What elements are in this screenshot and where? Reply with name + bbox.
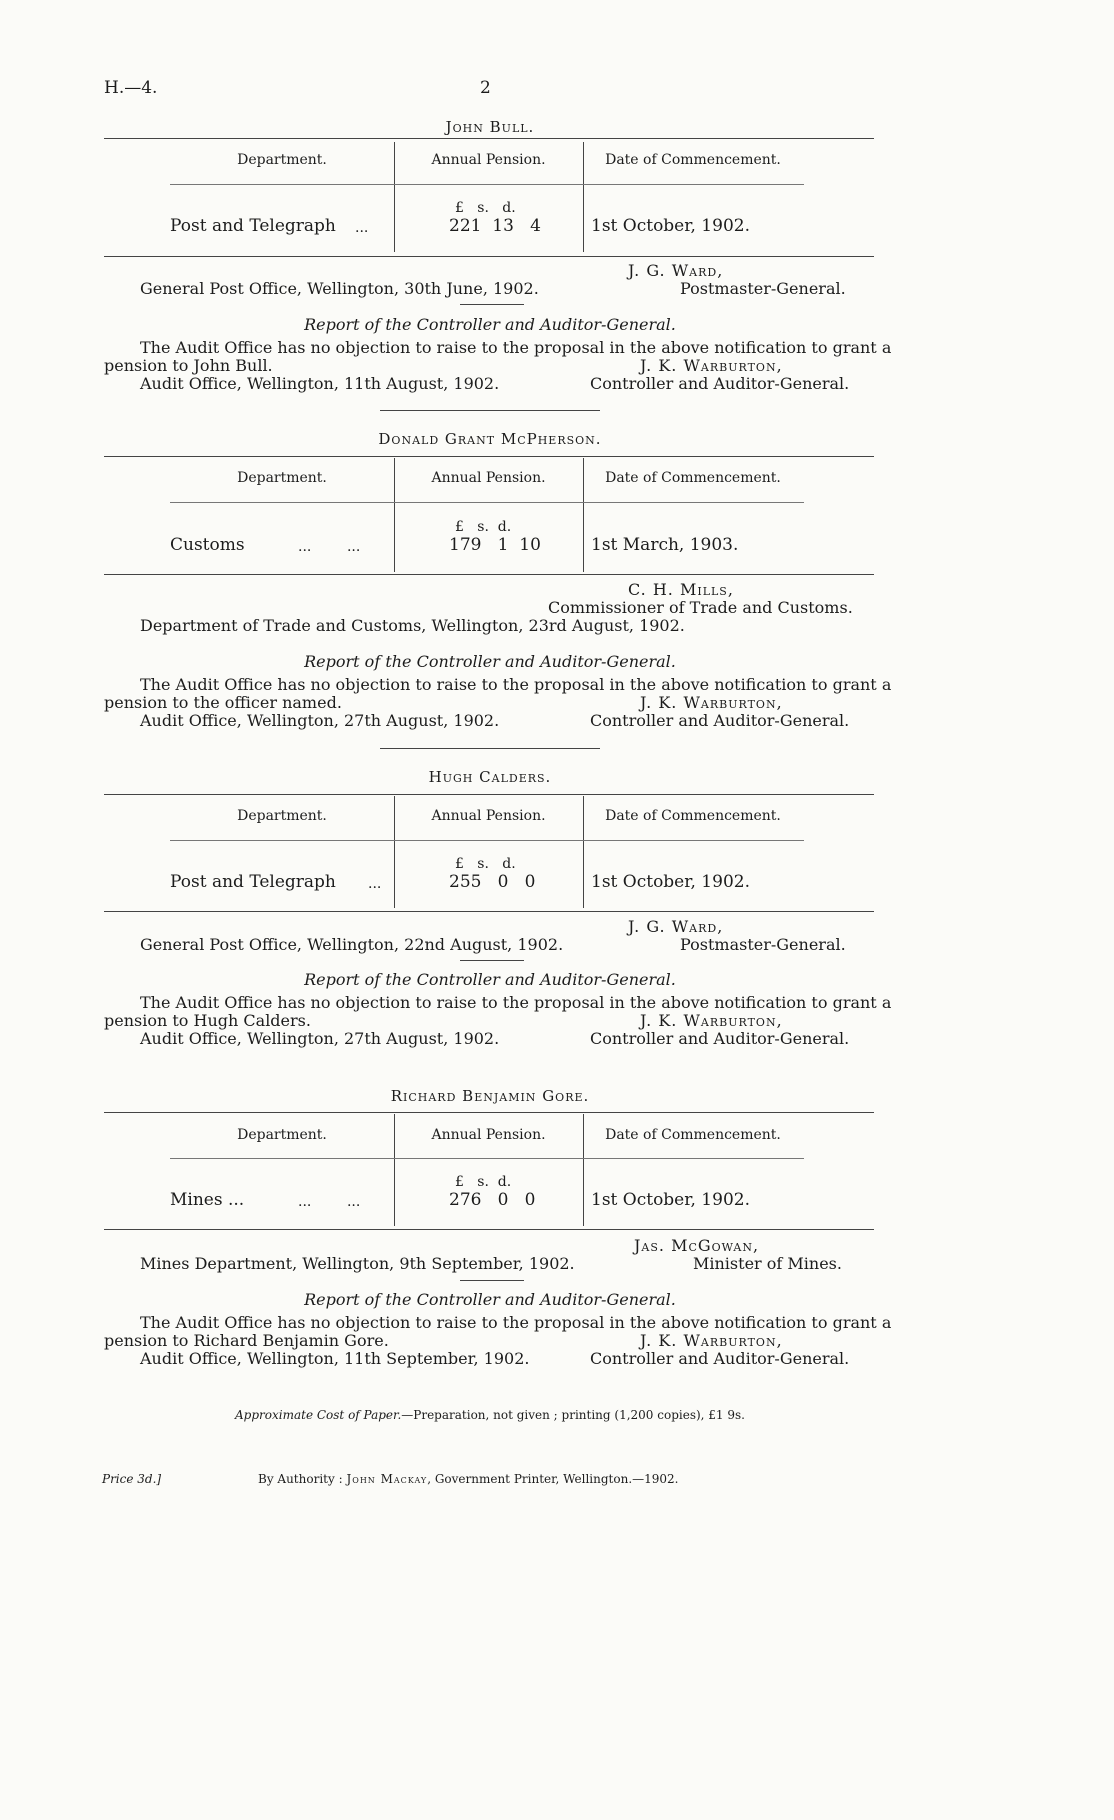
column-header-annual-pension: Annual Pension. <box>431 1127 546 1143</box>
cost-note-text: —Preparation, not given ; printing (1,200 copies), £1 9s. <box>401 1408 745 1422</box>
column-header-department: Department. <box>237 1127 327 1143</box>
auditor-title: Controller and Auditor-General. <box>590 374 850 393</box>
signatory-name: C. H. Mills, <box>628 580 734 599</box>
auditor-name: J. K. Warburton, <box>640 1011 783 1030</box>
page-number: 2 <box>480 78 491 98</box>
report-title: Report of the Controller and Auditor-General. <box>304 970 676 989</box>
report-title: Report of the Controller and Auditor-General. <box>304 1290 676 1309</box>
column-header-date: Date of Commencement. <box>605 152 781 168</box>
cost-note <box>0 1408 980 1422</box>
document-reference: H.—4. <box>104 78 158 98</box>
auditor-title: Controller and Auditor-General. <box>590 711 850 730</box>
signatory-name: J. G. Ward, <box>628 261 724 280</box>
auditor-name: J. K. Warburton, <box>640 1331 783 1350</box>
report-text: pension to the officer named. <box>104 693 342 712</box>
department-cell: Customs <box>170 535 245 555</box>
column-header-annual-pension: Annual Pension. <box>431 152 546 168</box>
signatory-name: J. G. Ward, <box>628 917 724 936</box>
column-header-annual-pension: Annual Pension. <box>431 470 546 486</box>
leader-dots: ... <box>355 220 369 236</box>
report-text: The Audit Office has no objection to raise to the proposal in the above notification to grant a <box>140 993 892 1012</box>
auditor-place: Audit Office, Wellington, 11th August, 1902. <box>140 374 500 393</box>
report-title: Report of the Controller and Auditor-General. <box>304 652 676 671</box>
auditor-name: J. K. Warburton, <box>640 693 783 712</box>
leader-dots: ... <box>368 876 382 892</box>
printer-name: John Mackay <box>346 1472 428 1486</box>
authority-rest: , Government Printer, Wellington.—1902. <box>427 1472 679 1486</box>
report-text: pension to John Bull. <box>104 356 273 375</box>
currency-units: £ s. d. <box>455 856 516 872</box>
section-divider <box>380 410 600 411</box>
report-text: pension to Hugh Calders. <box>104 1011 311 1030</box>
dated-line: General Post Office, Wellington, 30th June, 1902. <box>140 279 539 298</box>
report-text: The Audit Office has no objection to raise to the proposal in the above notification to grant a <box>140 675 892 694</box>
pensioner-name: Hugh Calders. <box>428 768 552 786</box>
pension-amount: 276 0 0 <box>449 1190 536 1210</box>
section-divider <box>380 748 600 749</box>
auditor-name: J. K. Warburton, <box>640 356 783 375</box>
report-text: The Audit Office has no objection to raise to the proposal in the above notification to grant a <box>140 1313 892 1332</box>
signatory-title: Commissioner of Trade and Customs. <box>548 598 853 617</box>
cost-note-label: Approximate Cost of Paper. <box>235 1408 402 1422</box>
auditor-place: Audit Office, Wellington, 27th August, 1902. <box>140 1029 500 1048</box>
column-header-department: Department. <box>237 808 327 824</box>
price-label: Price 3d.] <box>102 1472 162 1486</box>
leader-dots: ... ... <box>298 1194 361 1210</box>
commencement-date: 1st March, 1903. <box>591 535 739 555</box>
dated-line: Department of Trade and Customs, Wellington, 23rd August, 1902. <box>140 616 685 635</box>
pensioner-name: John Bull. <box>445 118 535 136</box>
pension-amount: 221 13 4 <box>449 216 541 236</box>
column-header-date: Date of Commencement. <box>605 1127 781 1143</box>
report-text: The Audit Office has no objection to raise to the proposal in the above notification to grant a <box>140 338 892 357</box>
printer-authority <box>258 1472 679 1486</box>
leader-dots: ... ... <box>298 539 361 555</box>
pension-amount: 179 1 10 <box>449 535 541 555</box>
currency-units: £ s. d. <box>455 1174 512 1190</box>
pension-amount: 255 0 0 <box>449 872 536 892</box>
column-header-department: Department. <box>237 152 327 168</box>
auditor-title: Controller and Auditor-General. <box>590 1029 850 1048</box>
auditor-place: Audit Office, Wellington, 27th August, 1902. <box>140 711 500 730</box>
currency-units: £ s. d. <box>455 200 516 216</box>
commencement-date: 1st October, 1902. <box>591 1190 750 1210</box>
report-title: Report of the Controller and Auditor-General. <box>304 315 676 334</box>
currency-units: £ s. d. <box>455 519 512 535</box>
signatory-title: Postmaster-General. <box>680 279 846 298</box>
commencement-date: 1st October, 1902. <box>591 216 750 236</box>
pensioner-name: Richard Benjamin Gore. <box>390 1087 590 1105</box>
column-header-department: Department. <box>237 470 327 486</box>
signatory-name: Jas. McGowan, <box>634 1236 760 1255</box>
pensioner-name: Donald Grant McPherson. <box>378 430 602 448</box>
signatory-title: Minister of Mines. <box>693 1254 842 1273</box>
column-header-annual-pension: Annual Pension. <box>431 808 546 824</box>
column-header-date: Date of Commencement. <box>605 470 781 486</box>
dated-line: General Post Office, Wellington, 22nd August, 1902. <box>140 935 564 954</box>
department-cell: Post and Telegraph <box>170 872 336 892</box>
column-header-date: Date of Commencement. <box>605 808 781 824</box>
auditor-place: Audit Office, Wellington, 11th September, 1902. <box>140 1349 530 1368</box>
commencement-date: 1st October, 1902. <box>591 872 750 892</box>
department-cell: Post and Telegraph <box>170 216 336 236</box>
dated-line: Mines Department, Wellington, 9th September, 1902. <box>140 1254 575 1273</box>
report-text: pension to Richard Benjamin Gore. <box>104 1331 389 1350</box>
auditor-title: Controller and Auditor-General. <box>590 1349 850 1368</box>
authority-prefix: By Authority : <box>258 1472 343 1486</box>
signatory-title: Postmaster-General. <box>680 935 846 954</box>
department-cell: Mines ... <box>170 1190 245 1210</box>
